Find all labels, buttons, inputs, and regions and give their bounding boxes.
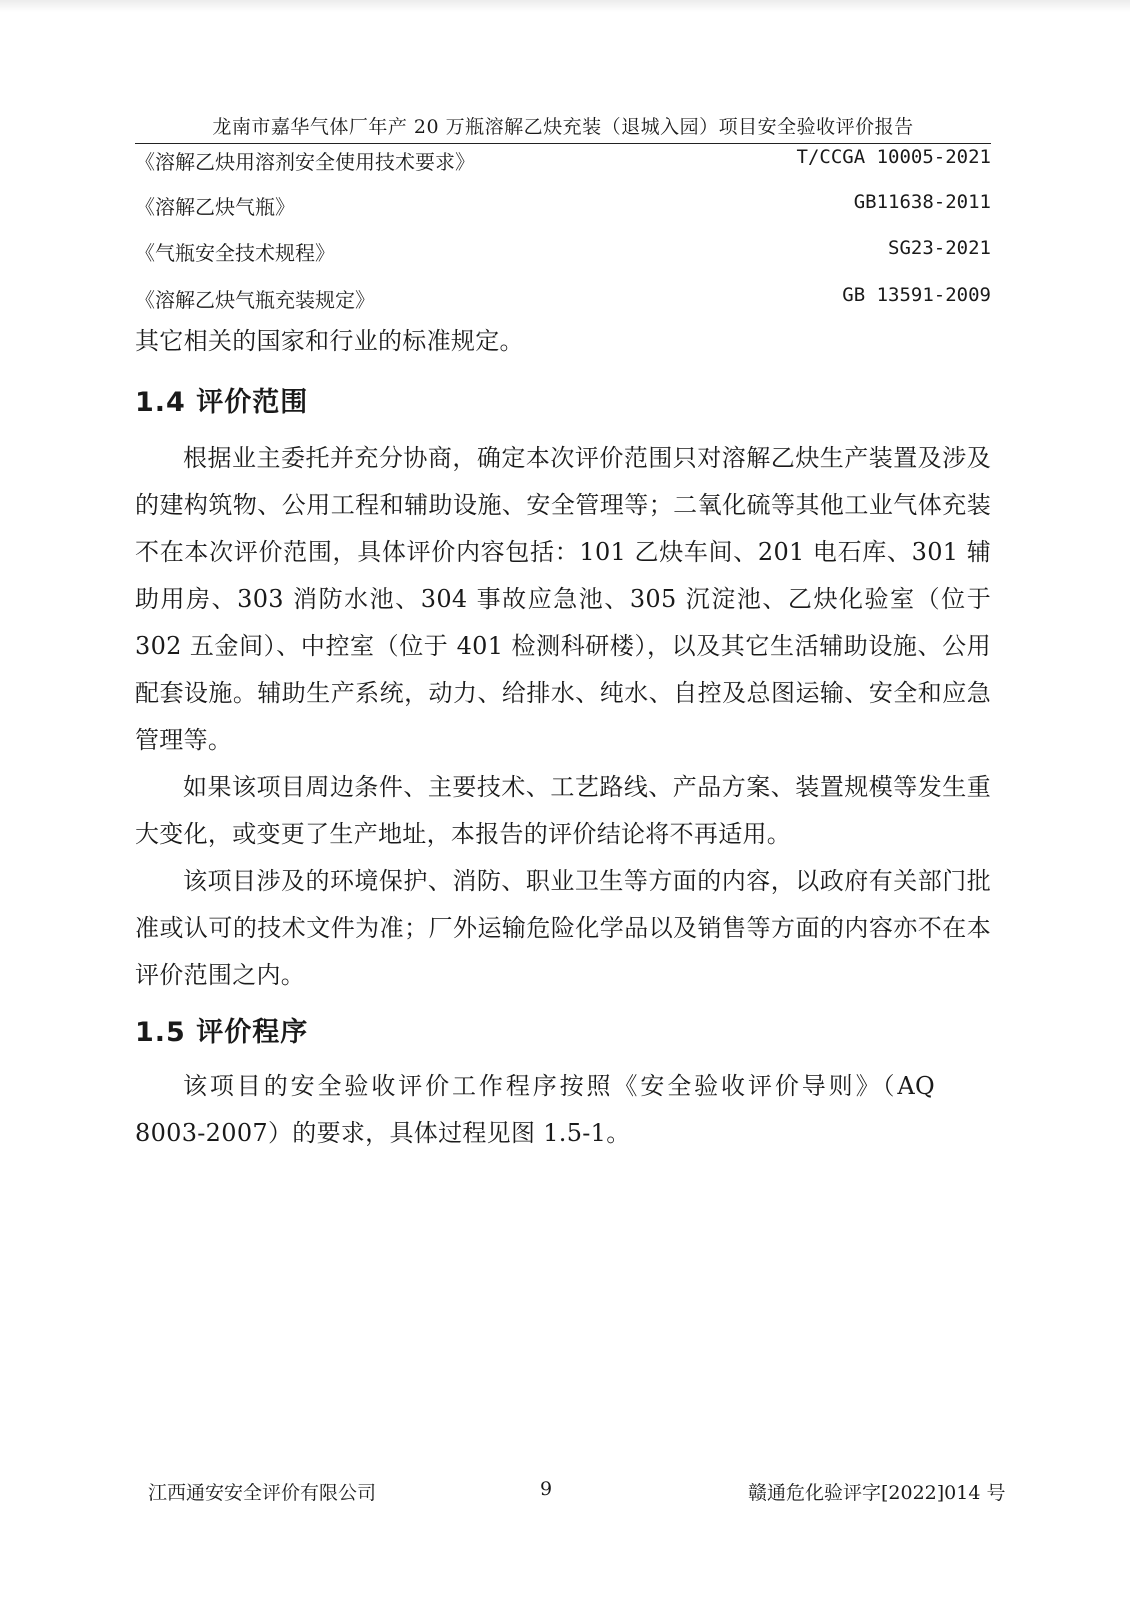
paragraph-scope-change: 如果该项目周边条件、主要技术、工艺路线、产品方案、装置规模等发生重大变化，或变更了生产地址，本报告的评价结论将不再适用。 xyxy=(135,773,991,848)
reference-row xyxy=(135,284,991,314)
reference-title: 《气瓶安全技术规程》 xyxy=(135,241,335,265)
reference-code: SG23-2021 xyxy=(888,237,991,259)
footer-doc-number: 赣通危化验评字[2022]014 号 xyxy=(748,1482,1006,1504)
section-heading-1-5: 1.5 评价程序 xyxy=(135,1017,309,1048)
reference-code: GB11638-2011 xyxy=(853,191,991,213)
paragraph-procedure: 该项目的安全验收评价工作程序按照《安全验收评价导则》（AQ 8003-2007）的要求，具体过程见图 1.5-1。 xyxy=(135,1072,935,1147)
paragraph-scope: 根据业主委托并充分协商，确定本次评价范围只对溶解乙炔生产装置及涉及的建构筑物、公用工程和辅助设施、安全管理等；二氧化硫等其他工业气体充装不在本次评价范围，具体评价内容包括：101 乙炔车间、201 电石库、301 辅助用房、303 消防水池、304 事故应急池、305 沉淀池、乙炔化验室（位于 302 五金间）、中控室（位于 401 检测科研楼），以及其它生活辅助设施、公用配套设施。辅助生产系统，动力、给排水、纯水、自控及总图运输、安全和应急管理等。 xyxy=(135,444,991,754)
footer-page-number: 9 xyxy=(540,1478,553,1500)
references-tail: 其它相关的国家和行业的标准规定。 xyxy=(135,327,524,355)
scan-edge xyxy=(0,0,1130,12)
section-heading-1-4: 1.4 评价范围 xyxy=(135,387,309,418)
footer-company: 江西通安安全评价有限公司 xyxy=(148,1482,377,1504)
reference-code: T/CCGA 10005-2021 xyxy=(796,146,991,168)
paragraph-scope-exclusion: 该项目涉及的环境保护、消防、职业卫生等方面的内容，以政府有关部门批准或认可的技术文件为准；厂外运输危险化学品以及销售等方面的内容亦不在本评价范围之内。 xyxy=(135,867,991,989)
reference-row xyxy=(135,191,991,221)
reference-row xyxy=(135,237,991,267)
reference-title: 《溶解乙炔气瓶》 xyxy=(135,195,295,219)
reference-row xyxy=(135,146,991,176)
reference-code: GB 13591-2009 xyxy=(842,284,991,306)
reference-title: 《溶解乙炔气瓶充装规定》 xyxy=(135,288,375,312)
page-header-title: 龙南市嘉华气体厂年产 20 万瓶溶解乙炔充装（退城入园）项目安全验收评价报告 xyxy=(135,112,991,144)
reference-title: 《溶解乙炔用溶剂安全使用技术要求》 xyxy=(135,150,475,174)
